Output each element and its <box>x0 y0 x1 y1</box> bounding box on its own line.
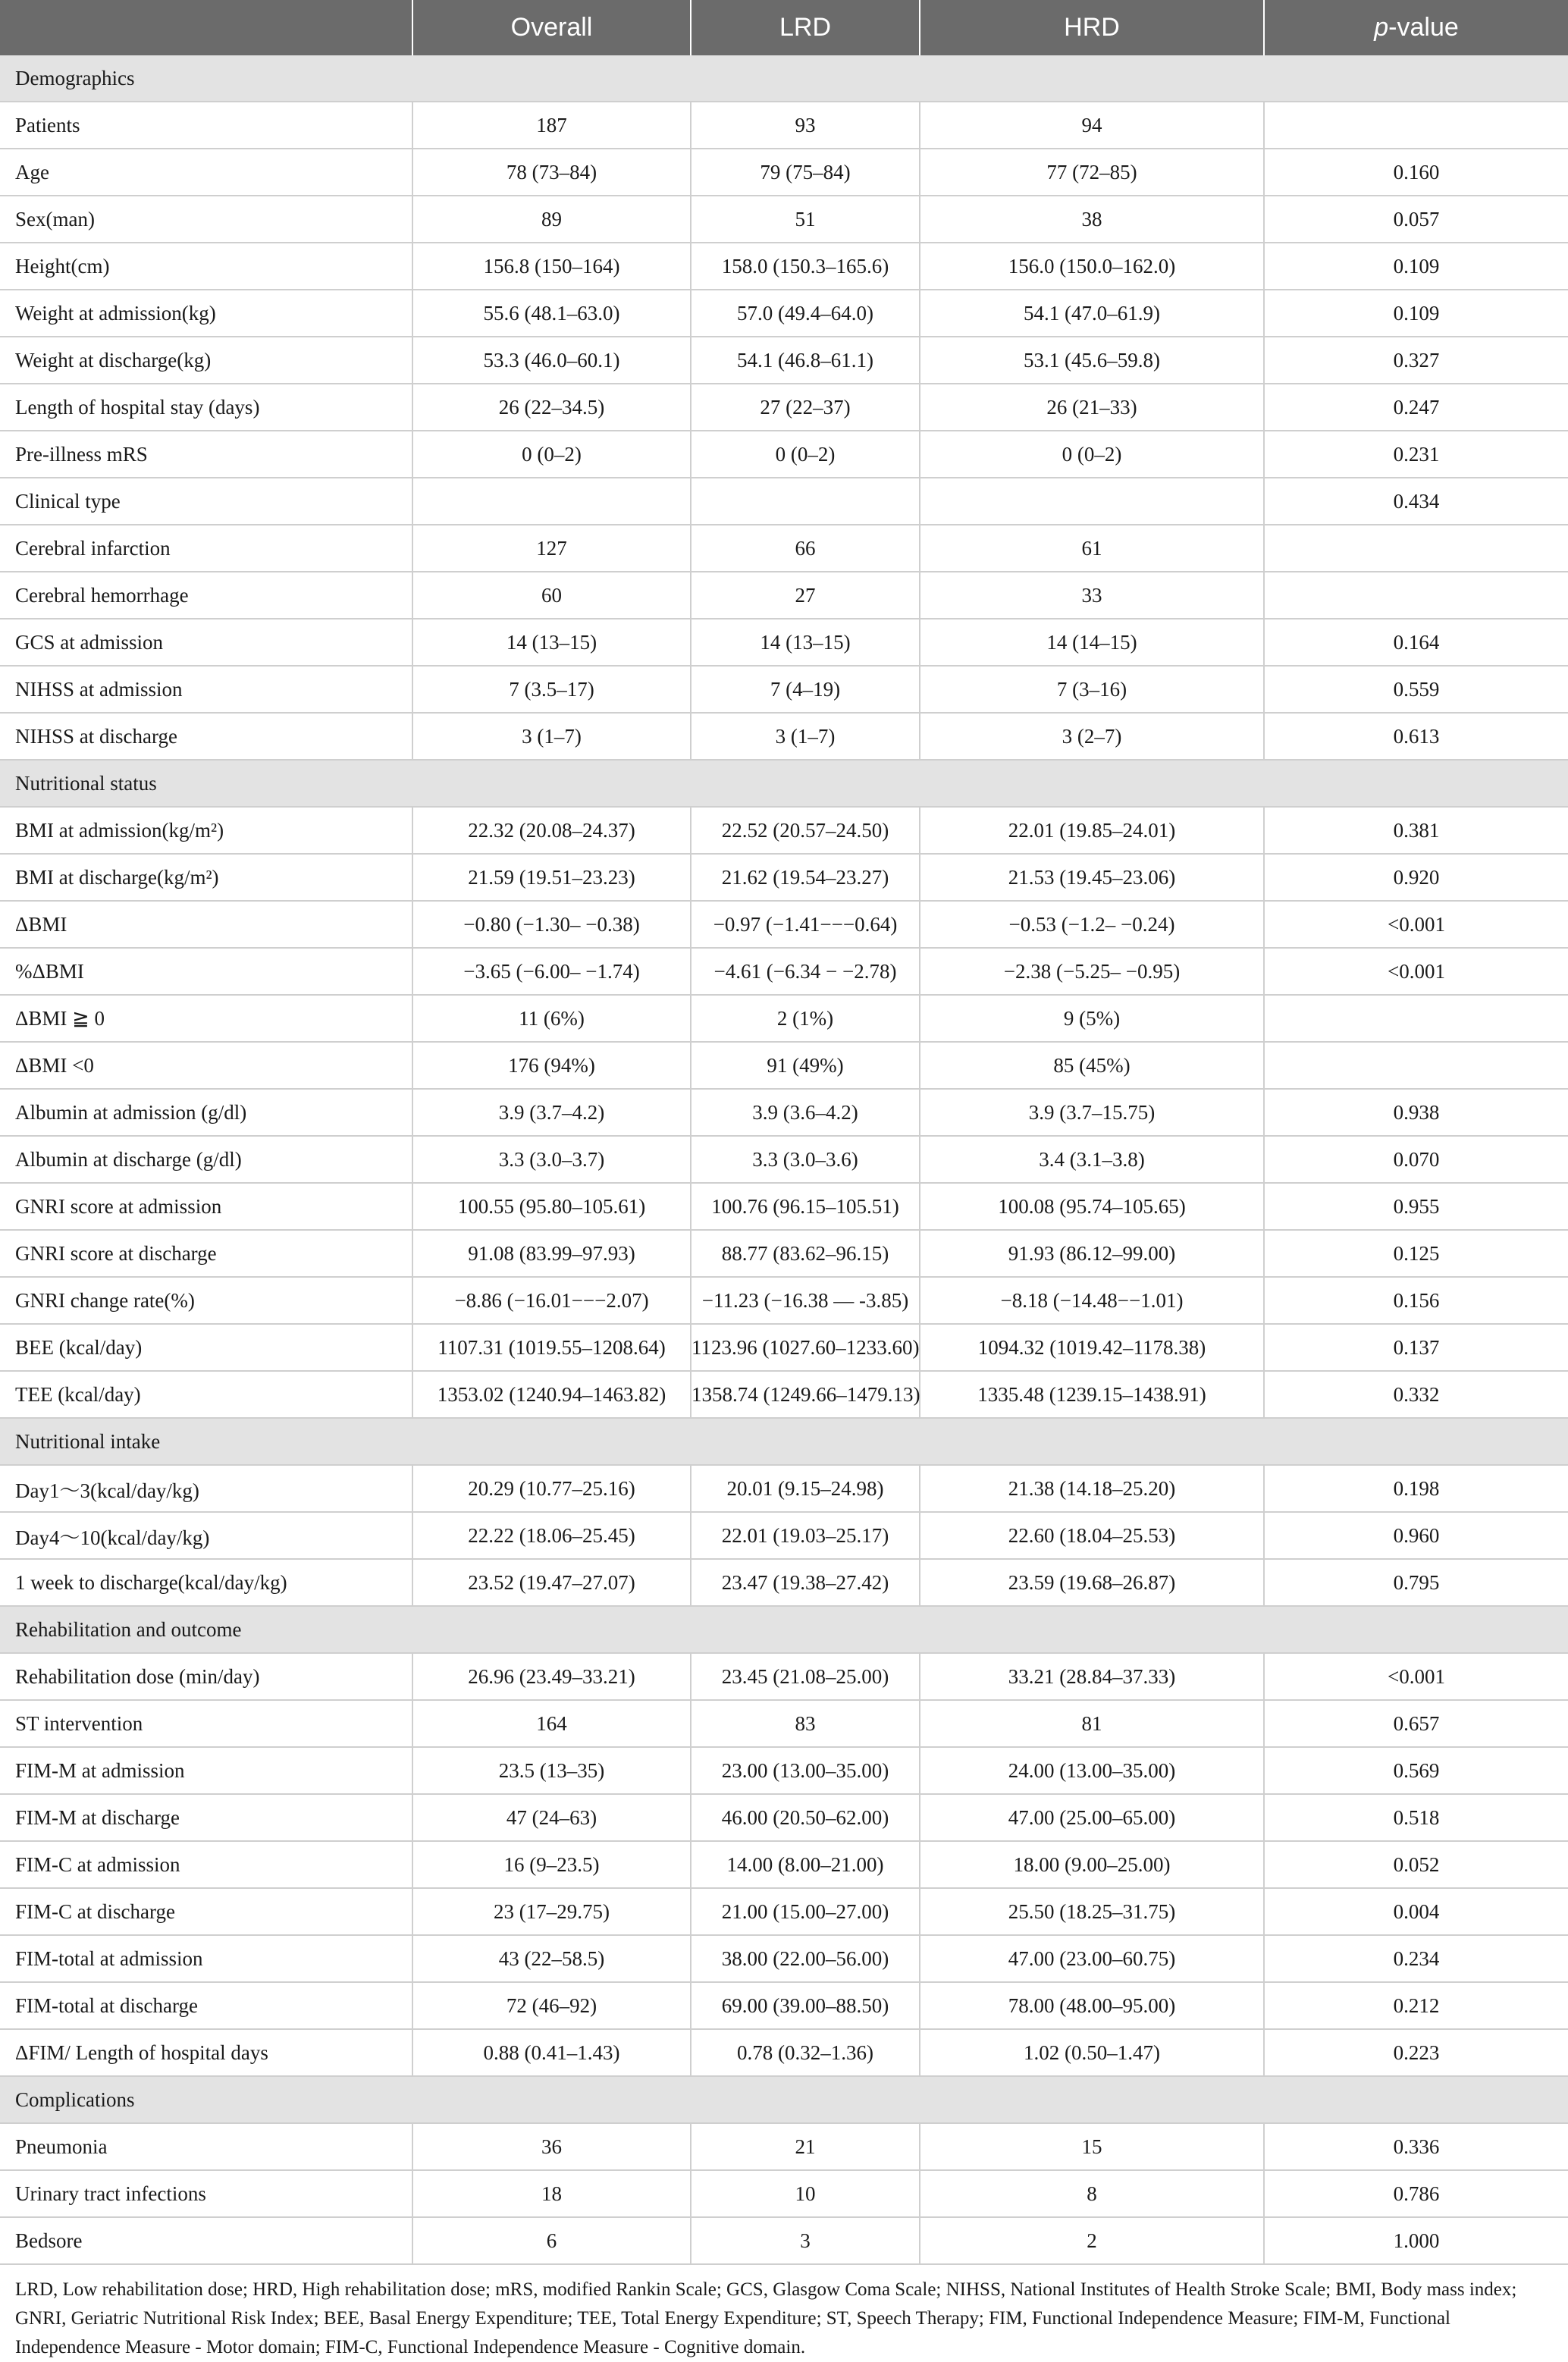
cell-lrd: 91 (49%) <box>691 1042 920 1089</box>
table-row <box>0 149 1568 196</box>
cell-lrd: 100.76 (96.15–105.51) <box>691 1183 920 1230</box>
cell-pvalue: 0.164 <box>1264 619 1568 666</box>
table-row <box>0 713 1568 760</box>
cell-overall: 89 <box>412 196 691 243</box>
cell-hrd: 33 <box>920 572 1264 619</box>
row-label: %ΔBMI <box>0 948 412 995</box>
cell-lrd: 46.00 (20.50–62.00) <box>691 1794 920 1841</box>
cell-overall: 72 (46–92) <box>412 1982 691 2029</box>
row-label: Height(cm) <box>0 243 412 290</box>
cell-overall: 164 <box>412 1700 691 1747</box>
cell-lrd: 88.77 (83.62–96.15) <box>691 1230 920 1277</box>
cell-pvalue: 0.231 <box>1264 431 1568 478</box>
cell-hrd: 156.0 (150.0–162.0) <box>920 243 1264 290</box>
cell-pvalue: <0.001 <box>1264 901 1568 948</box>
cell-overall: 60 <box>412 572 691 619</box>
section-row <box>0 760 1568 807</box>
cell-overall: 1107.31 (1019.55–1208.64) <box>412 1324 691 1371</box>
cell-pvalue: 0.569 <box>1264 1747 1568 1794</box>
cell-overall: 43 (22–58.5) <box>412 1935 691 1982</box>
row-label: Urinary tract infections <box>0 2170 412 2217</box>
row-label: TEE (kcal/day) <box>0 1371 412 1418</box>
row-label: ΔBMI ≧ 0 <box>0 995 412 1042</box>
row-label: GNRI score at discharge <box>0 1230 412 1277</box>
row-label: Weight at discharge(kg) <box>0 337 412 384</box>
cell-hrd: 3.4 (3.1–3.8) <box>920 1136 1264 1183</box>
row-label: FIM-C at discharge <box>0 1888 412 1935</box>
cell-lrd: −0.97 (−1.41−−−0.64) <box>691 901 920 948</box>
table-row <box>0 666 1568 713</box>
cell-pvalue: 0.795 <box>1264 1559 1568 1606</box>
cell-pvalue: 0.938 <box>1264 1089 1568 1136</box>
cell-lrd: 69.00 (39.00–88.50) <box>691 1982 920 2029</box>
section-row <box>0 1418 1568 1465</box>
cell-overall: 21.59 (19.51–23.23) <box>412 854 691 901</box>
cell-overall: 20.29 (10.77–25.16) <box>412 1465 691 1512</box>
header-pvalue-italic: p <box>1374 13 1389 42</box>
row-label: FIM-total at discharge <box>0 1982 412 2029</box>
cell-lrd: 3 (1–7) <box>691 713 920 760</box>
row-label: Albumin at admission (g/dl) <box>0 1089 412 1136</box>
cell-hrd: 24.00 (13.00–35.00) <box>920 1747 1264 1794</box>
cell-pvalue: 1.000 <box>1264 2217 1568 2264</box>
row-label: NIHSS at discharge <box>0 713 412 760</box>
cell-hrd: 1335.48 (1239.15–1438.91) <box>920 1371 1264 1418</box>
cell-hrd: 33.21 (28.84–37.33) <box>920 1653 1264 1700</box>
cell-hrd: 47.00 (23.00–60.75) <box>920 1935 1264 1982</box>
cell-lrd: 23.00 (13.00–35.00) <box>691 1747 920 1794</box>
cell-overall: 156.8 (150–164) <box>412 243 691 290</box>
cell-lrd: 27 (22–37) <box>691 384 920 431</box>
cell-lrd: 79 (75–84) <box>691 149 920 196</box>
cell-pvalue <box>1264 572 1568 619</box>
cell-overall: 176 (94%) <box>412 1042 691 1089</box>
cell-lrd: 7 (4–19) <box>691 666 920 713</box>
cell-lrd: 23.47 (19.38–27.42) <box>691 1559 920 1606</box>
cell-lrd: 54.1 (46.8–61.1) <box>691 337 920 384</box>
cell-lrd: 10 <box>691 2170 920 2217</box>
cell-lrd: 21.62 (19.54–23.27) <box>691 854 920 901</box>
cell-overall: −0.80 (−1.30– −0.38) <box>412 901 691 948</box>
cell-hrd: −0.53 (−1.2– −0.24) <box>920 901 1264 948</box>
cell-lrd: 2 (1%) <box>691 995 920 1042</box>
table-row <box>0 1465 1568 1512</box>
table-row <box>0 1136 1568 1183</box>
table-row <box>0 1888 1568 1935</box>
cell-lrd: 83 <box>691 1700 920 1747</box>
row-label: BMI at discharge(kg/m²) <box>0 854 412 901</box>
cell-pvalue: 0.518 <box>1264 1794 1568 1841</box>
row-label: FIM-total at admission <box>0 1935 412 1982</box>
row-label: ΔBMI <box>0 901 412 948</box>
cell-pvalue: 0.960 <box>1264 1512 1568 1559</box>
cell-overall: 1353.02 (1240.94–1463.82) <box>412 1371 691 1418</box>
cell-hrd: 26 (21–33) <box>920 384 1264 431</box>
cell-pvalue: 0.137 <box>1264 1324 1568 1371</box>
cell-pvalue: 0.004 <box>1264 1888 1568 1935</box>
cell-pvalue: 0.559 <box>1264 666 1568 713</box>
cell-hrd: 14 (14–15) <box>920 619 1264 666</box>
table-row <box>0 1277 1568 1324</box>
cell-pvalue: 0.125 <box>1264 1230 1568 1277</box>
cell-overall: 100.55 (95.80–105.61) <box>412 1183 691 1230</box>
cell-lrd: 66 <box>691 525 920 572</box>
cell-lrd: 3.3 (3.0–3.6) <box>691 1136 920 1183</box>
table-row <box>0 854 1568 901</box>
cell-hrd: 7 (3–16) <box>920 666 1264 713</box>
cell-overall: 91.08 (83.99–97.93) <box>412 1230 691 1277</box>
cell-pvalue: 0.336 <box>1264 2123 1568 2170</box>
cell-hrd: 85 (45%) <box>920 1042 1264 1089</box>
cell-pvalue: 0.223 <box>1264 2029 1568 2076</box>
row-label: GNRI score at admission <box>0 1183 412 1230</box>
cell-overall: 0 (0–2) <box>412 431 691 478</box>
section-title: Demographics <box>0 55 1568 102</box>
table-row <box>0 572 1568 619</box>
cell-overall: 22.22 (18.06–25.45) <box>412 1512 691 1559</box>
cell-lrd: 21 <box>691 2123 920 2170</box>
cell-hrd: 61 <box>920 525 1264 572</box>
cell-lrd: 14.00 (8.00–21.00) <box>691 1841 920 1888</box>
cell-lrd: 1123.96 (1027.60–1233.60) <box>691 1324 920 1371</box>
cell-pvalue: 0.327 <box>1264 337 1568 384</box>
cell-lrd: −11.23 (−16.38 — -3.85) <box>691 1277 920 1324</box>
header-overall: Overall <box>412 0 691 55</box>
cell-overall: 47 (24–63) <box>412 1794 691 1841</box>
cell-hrd: 81 <box>920 1700 1264 1747</box>
cell-lrd: 1358.74 (1249.66–1479.13) <box>691 1371 920 1418</box>
cell-pvalue: 0.198 <box>1264 1465 1568 1512</box>
cell-pvalue <box>1264 1042 1568 1089</box>
cell-overall: 23.52 (19.47–27.07) <box>412 1559 691 1606</box>
cell-lrd: 23.45 (21.08–25.00) <box>691 1653 920 1700</box>
row-label: Day1〜3(kcal/day/kg) <box>0 1465 412 1512</box>
cell-hrd: 54.1 (47.0–61.9) <box>920 290 1264 337</box>
cell-pvalue <box>1264 995 1568 1042</box>
table-row <box>0 290 1568 337</box>
cell-hrd: 21.53 (19.45–23.06) <box>920 854 1264 901</box>
cell-overall: 6 <box>412 2217 691 2264</box>
cell-pvalue: <0.001 <box>1264 1653 1568 1700</box>
cell-lrd: 22.52 (20.57–24.50) <box>691 807 920 854</box>
row-label: Patients <box>0 102 412 149</box>
cell-lrd: 51 <box>691 196 920 243</box>
cell-hrd: 21.38 (14.18–25.20) <box>920 1465 1264 1512</box>
cell-hrd: 3.9 (3.7–15.75) <box>920 1089 1264 1136</box>
row-label: FIM-C at admission <box>0 1841 412 1888</box>
cell-overall: 23 (17–29.75) <box>412 1888 691 1935</box>
table-row <box>0 2029 1568 2076</box>
cell-overall: 3 (1–7) <box>412 713 691 760</box>
table-row <box>0 1700 1568 1747</box>
cell-hrd: 23.59 (19.68–26.87) <box>920 1559 1264 1606</box>
cell-overall: 0.88 (0.41–1.43) <box>412 2029 691 2076</box>
row-label: Pneumonia <box>0 2123 412 2170</box>
cell-lrd: 14 (13–15) <box>691 619 920 666</box>
table-row <box>0 478 1568 525</box>
cell-pvalue: 0.109 <box>1264 290 1568 337</box>
row-label: Cerebral infarction <box>0 525 412 572</box>
row-label: NIHSS at admission <box>0 666 412 713</box>
row-label: Day4〜10(kcal/day/kg) <box>0 1512 412 1559</box>
cell-pvalue: 0.955 <box>1264 1183 1568 1230</box>
section-title: Complications <box>0 2076 1568 2123</box>
row-label: Sex(man) <box>0 196 412 243</box>
table-row <box>0 525 1568 572</box>
table-body <box>0 55 1568 2264</box>
row-label: ΔFIM/ Length of hospital days <box>0 2029 412 2076</box>
row-label: FIM-M at discharge <box>0 1794 412 1841</box>
cell-overall: 7 (3.5–17) <box>412 666 691 713</box>
table-row <box>0 2217 1568 2264</box>
cell-pvalue: 0.070 <box>1264 1136 1568 1183</box>
section-row <box>0 2076 1568 2123</box>
cell-overall: 18 <box>412 2170 691 2217</box>
cell-pvalue: 0.434 <box>1264 478 1568 525</box>
table-row <box>0 1230 1568 1277</box>
cell-hrd: 53.1 (45.6–59.8) <box>920 337 1264 384</box>
cell-overall: 11 (6%) <box>412 995 691 1042</box>
cell-lrd: 57.0 (49.4–64.0) <box>691 290 920 337</box>
cell-lrd: 158.0 (150.3–165.6) <box>691 243 920 290</box>
cell-overall: 55.6 (48.1–63.0) <box>412 290 691 337</box>
cell-lrd: 27 <box>691 572 920 619</box>
cell-hrd <box>920 478 1264 525</box>
cell-lrd: 20.01 (9.15–24.98) <box>691 1465 920 1512</box>
cell-overall: 187 <box>412 102 691 149</box>
cell-pvalue: 0.613 <box>1264 713 1568 760</box>
cell-overall: 22.32 (20.08–24.37) <box>412 807 691 854</box>
cell-overall: 3.3 (3.0–3.7) <box>412 1136 691 1183</box>
table-row <box>0 1324 1568 1371</box>
row-label: Length of hospital stay (days) <box>0 384 412 431</box>
cell-lrd: 3.9 (3.6–4.2) <box>691 1089 920 1136</box>
cell-pvalue: 0.920 <box>1264 854 1568 901</box>
table-row <box>0 995 1568 1042</box>
cell-overall: 36 <box>412 2123 691 2170</box>
cell-overall: 23.5 (13–35) <box>412 1747 691 1794</box>
cell-hrd: 1.02 (0.50–1.47) <box>920 2029 1264 2076</box>
row-label: 1 week to discharge(kcal/day/kg) <box>0 1559 412 1606</box>
cell-hrd: 38 <box>920 196 1264 243</box>
cell-pvalue: 0.109 <box>1264 243 1568 290</box>
cell-pvalue: 0.212 <box>1264 1982 1568 2029</box>
section-title: Nutritional intake <box>0 1418 1568 1465</box>
cell-pvalue: 0.247 <box>1264 384 1568 431</box>
row-label: Bedsore <box>0 2217 412 2264</box>
cell-hrd: 78.00 (48.00–95.00) <box>920 1982 1264 2029</box>
table-footnote: LRD, Low rehabilitation dose; HRD, High rehabilitation dose; mRS, modified Rankin Scale; GCS, Glasgow Coma Scale; NIHSS, National Institutes of Health Stroke Scale; BMI, Body mass index; GNRI, Geriatric Nutritional Risk Index; BEE, Basal Energy Expenditure; TEE, Total Energy Expenditure; ST, Speech Therapy; FIM, Functional Independence Measure; FIM-M, Functional Independence Measure - Motor domain; FIM-C, Functional Independence Measure - Cognitive domain. <box>15 2279 1517 2357</box>
cell-hrd: 8 <box>920 2170 1264 2217</box>
cell-lrd: 93 <box>691 102 920 149</box>
row-label: ST intervention <box>0 1700 412 1747</box>
cell-hrd: 22.60 (18.04–25.53) <box>920 1512 1264 1559</box>
row-label: Weight at admission(kg) <box>0 290 412 337</box>
row-label: Albumin at discharge (g/dl) <box>0 1136 412 1183</box>
cell-hrd: 77 (72–85) <box>920 149 1264 196</box>
cell-pvalue: 0.786 <box>1264 2170 1568 2217</box>
header-variable <box>0 0 412 55</box>
cell-pvalue: 0.657 <box>1264 1700 1568 1747</box>
cell-hrd: 91.93 (86.12–99.00) <box>920 1230 1264 1277</box>
cell-hrd: 25.50 (18.25–31.75) <box>920 1888 1264 1935</box>
table-row <box>0 196 1568 243</box>
cell-overall: 26 (22–34.5) <box>412 384 691 431</box>
table-row <box>0 2123 1568 2170</box>
cell-overall: 127 <box>412 525 691 572</box>
cell-overall: 14 (13–15) <box>412 619 691 666</box>
section-row <box>0 1606 1568 1653</box>
row-label: Clinical type <box>0 478 412 525</box>
table-row <box>0 619 1568 666</box>
cell-hrd: 15 <box>920 2123 1264 2170</box>
cell-overall <box>412 478 691 525</box>
row-label: BMI at admission(kg/m²) <box>0 807 412 854</box>
cell-pvalue: 0.332 <box>1264 1371 1568 1418</box>
cell-lrd: 22.01 (19.03–25.17) <box>691 1512 920 1559</box>
row-label: Pre-illness mRS <box>0 431 412 478</box>
cell-hrd: 100.08 (95.74–105.65) <box>920 1183 1264 1230</box>
cell-hrd: 47.00 (25.00–65.00) <box>920 1794 1264 1841</box>
cell-lrd: 0 (0–2) <box>691 431 920 478</box>
cell-hrd: 9 (5%) <box>920 995 1264 1042</box>
cell-pvalue <box>1264 102 1568 149</box>
cell-overall: −8.86 (−16.01−−−2.07) <box>412 1277 691 1324</box>
table-row <box>0 1841 1568 1888</box>
table-row <box>0 1794 1568 1841</box>
section-title: Rehabilitation and outcome <box>0 1606 1568 1653</box>
table-row <box>0 337 1568 384</box>
table-row <box>0 948 1568 995</box>
table-row <box>0 102 1568 149</box>
table-row <box>0 384 1568 431</box>
cell-hrd: 3 (2–7) <box>920 713 1264 760</box>
row-label: ΔBMI <0 <box>0 1042 412 1089</box>
cell-hrd: 2 <box>920 2217 1264 2264</box>
cell-lrd <box>691 478 920 525</box>
cell-hrd: 22.01 (19.85–24.01) <box>920 807 1264 854</box>
cell-overall: 3.9 (3.7–4.2) <box>412 1089 691 1136</box>
cell-hrd: 18.00 (9.00–25.00) <box>920 1841 1264 1888</box>
row-label: GNRI change rate(%) <box>0 1277 412 1324</box>
table-row <box>0 807 1568 854</box>
section-title: Nutritional status <box>0 760 1568 807</box>
cell-overall: 26.96 (23.49–33.21) <box>412 1653 691 1700</box>
header-lrd: LRD <box>691 0 920 55</box>
table-row <box>0 1371 1568 1418</box>
cell-hrd: −8.18 (−14.48−−1.01) <box>920 1277 1264 1324</box>
header-row <box>0 0 1568 55</box>
cell-lrd: −4.61 (−6.34 − −2.78) <box>691 948 920 995</box>
cell-lrd: 38.00 (22.00–56.00) <box>691 1935 920 1982</box>
row-label: FIM-M at admission <box>0 1747 412 1794</box>
cell-overall: −3.65 (−6.00– −1.74) <box>412 948 691 995</box>
cell-hrd: 1094.32 (1019.42–1178.38) <box>920 1324 1264 1371</box>
table-row <box>0 1982 1568 2029</box>
header-pvalue-rest: -value <box>1388 13 1459 42</box>
cell-pvalue <box>1264 525 1568 572</box>
cell-pvalue: 0.057 <box>1264 196 1568 243</box>
table-row <box>0 1183 1568 1230</box>
table-row <box>0 1042 1568 1089</box>
cell-pvalue: 0.234 <box>1264 1935 1568 1982</box>
table-row <box>0 243 1568 290</box>
table-row <box>0 1559 1568 1606</box>
cell-hrd: −2.38 (−5.25– −0.95) <box>920 948 1264 995</box>
row-label: Rehabilitation dose (min/day) <box>0 1653 412 1700</box>
table-row <box>0 431 1568 478</box>
table-row <box>0 1512 1568 1559</box>
table-row <box>0 1653 1568 1700</box>
header-hrd: HRD <box>920 0 1264 55</box>
table-row <box>0 1935 1568 1982</box>
cell-hrd: 94 <box>920 102 1264 149</box>
cell-pvalue: 0.156 <box>1264 1277 1568 1324</box>
cell-overall: 78 (73–84) <box>412 149 691 196</box>
cell-pvalue: 0.381 <box>1264 807 1568 854</box>
cell-overall: 16 (9–23.5) <box>412 1841 691 1888</box>
cell-lrd: 21.00 (15.00–27.00) <box>691 1888 920 1935</box>
cell-hrd: 0 (0–2) <box>920 431 1264 478</box>
cell-overall: 53.3 (46.0–60.1) <box>412 337 691 384</box>
cell-pvalue: 0.052 <box>1264 1841 1568 1888</box>
cell-lrd: 0.78 (0.32–1.36) <box>691 2029 920 2076</box>
table-row <box>0 901 1568 948</box>
table-row <box>0 1747 1568 1794</box>
cell-pvalue: <0.001 <box>1264 948 1568 995</box>
row-label: Cerebral hemorrhage <box>0 572 412 619</box>
table-header <box>0 0 1568 55</box>
row-label: Age <box>0 149 412 196</box>
cell-lrd: 3 <box>691 2217 920 2264</box>
cell-pvalue: 0.160 <box>1264 149 1568 196</box>
table-row <box>0 2170 1568 2217</box>
header-pvalue <box>1264 0 1568 55</box>
section-row <box>0 55 1568 102</box>
row-label: GCS at admission <box>0 619 412 666</box>
row-label: BEE (kcal/day) <box>0 1324 412 1371</box>
table-row <box>0 1089 1568 1136</box>
